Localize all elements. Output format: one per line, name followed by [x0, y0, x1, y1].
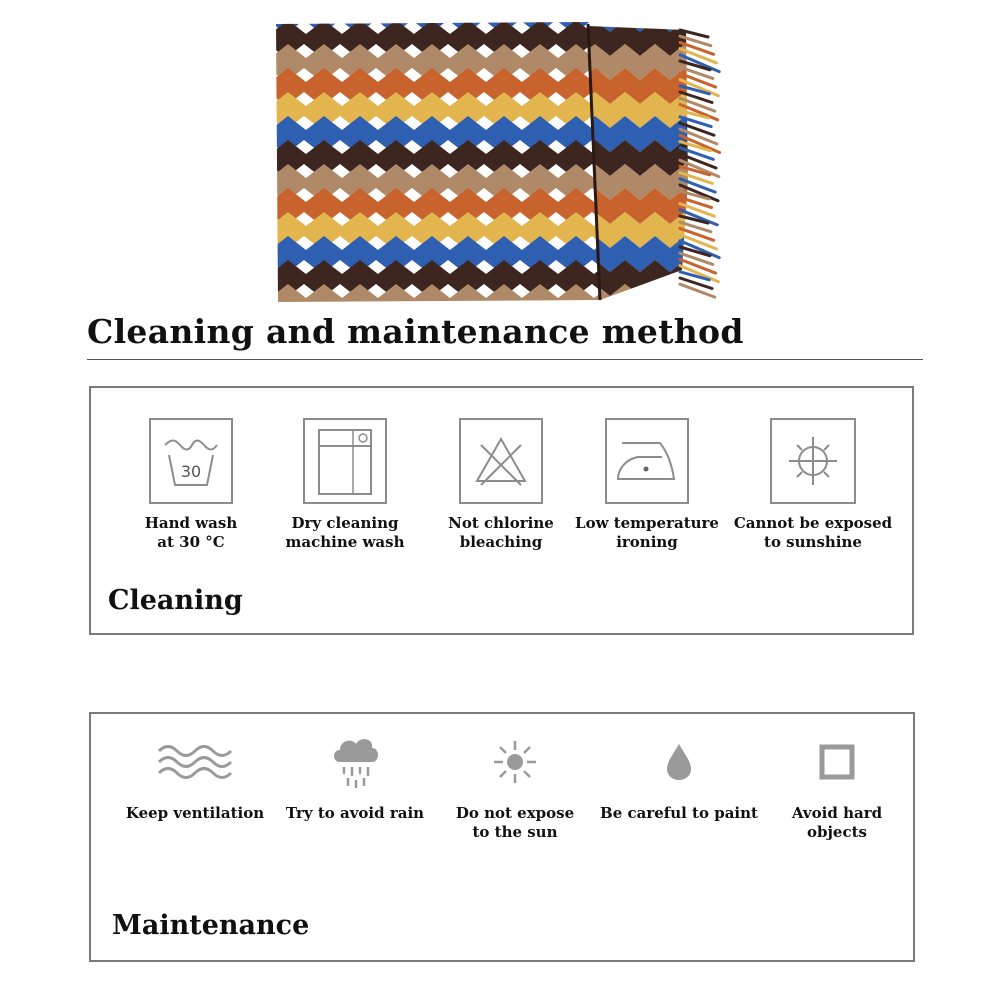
maint-label: Avoid hard objects	[791, 804, 883, 841]
dry-clean-machine-icon	[303, 418, 387, 504]
care-label: Low temperature ironing	[575, 514, 719, 551]
no-chlorine-bleach-icon	[459, 418, 543, 504]
sun-icon	[425, 734, 605, 790]
care-item-dry-cleaning	[255, 418, 435, 552]
maint-item-sun	[425, 734, 605, 842]
low-temp-iron-icon	[605, 418, 689, 504]
care-label: Cannot be exposed to sunshine	[733, 514, 893, 551]
maint-item-ventilation	[105, 734, 285, 823]
care-item-no-sunshine	[723, 418, 903, 552]
maint-item-rain	[265, 734, 445, 823]
svg-text:30: 30	[180, 462, 202, 481]
maint-label: Do not expose to the sun	[455, 804, 575, 841]
care-label: Hand wash at 30 °C	[144, 514, 238, 551]
care-label: Not chlorine bleaching	[448, 514, 554, 551]
ventilation-waves-icon	[105, 734, 285, 790]
hand-wash-30-icon	[149, 418, 233, 504]
maint-item-hard-objects	[747, 734, 927, 842]
rain-cloud-icon	[265, 734, 445, 790]
care-label: Dry cleaning machine wash	[285, 514, 405, 551]
cleaning-section-label: Cleaning	[108, 585, 243, 616]
maint-label: Try to avoid rain	[285, 804, 425, 822]
no-sunshine-icon	[770, 418, 856, 504]
hard-object-square-icon	[747, 734, 927, 790]
maint-label: Keep ventilation	[125, 804, 265, 822]
maintenance-section-label: Maintenance	[112, 910, 310, 941]
title-divider	[87, 359, 923, 360]
maint-label: Be careful to paint	[600, 804, 758, 822]
page-title: Cleaning and maintenance method	[87, 312, 744, 351]
care-item-hand-wash	[101, 418, 281, 552]
paint-drop-icon	[589, 734, 769, 790]
maint-item-paint	[589, 734, 769, 823]
scarf-product-image	[270, 20, 740, 305]
care-item-low-temp-iron	[557, 418, 737, 552]
